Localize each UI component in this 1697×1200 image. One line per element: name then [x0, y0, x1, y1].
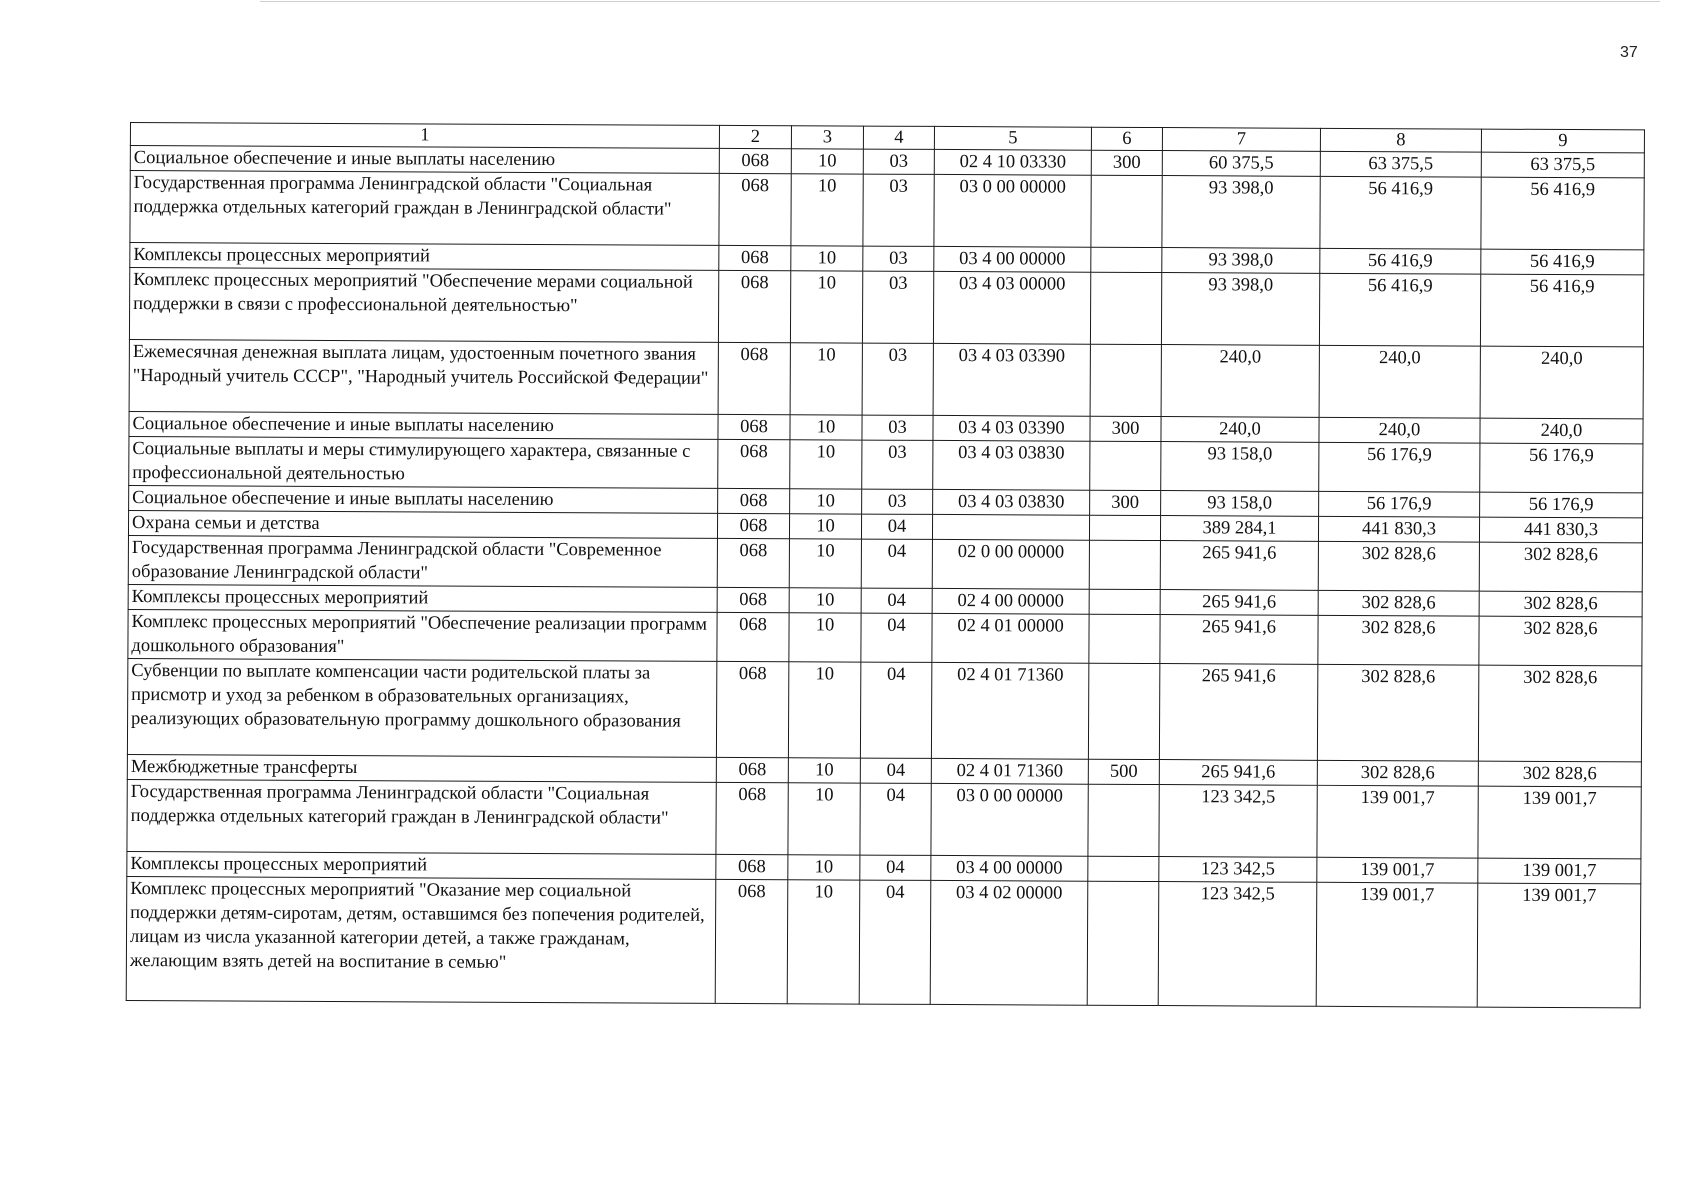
ministry-code-cell: 068: [718, 439, 790, 488]
ministry-code-cell: 068: [718, 488, 790, 513]
amount-col7-cell: 123 342,5: [1159, 857, 1317, 883]
section-code-cell: 10: [789, 588, 861, 613]
target-article-cell: 03 4 00 00000: [934, 246, 1091, 272]
section-code-cell: 10: [788, 855, 860, 880]
amount-col8-cell: 139 001,7: [1317, 785, 1478, 858]
header-cell: 4: [863, 126, 934, 149]
amount-col7-cell: 93 158,0: [1161, 491, 1319, 517]
table-row: [129, 436, 1643, 492]
target-article-cell: 03 4 03 03390: [933, 343, 1090, 416]
expense-type-cell: [1089, 540, 1160, 589]
section-code-cell: 10: [789, 539, 861, 588]
ministry-code-cell: 068: [716, 782, 788, 854]
ministry-code-cell: 068: [715, 879, 788, 1003]
amount-col9-cell: 302 828,6: [1479, 542, 1642, 592]
expense-type-cell: 300: [1091, 150, 1162, 175]
row-name-cell: Субвенции по выплате компенсации части родительской платы за присмотр и уход за ребенком в образовательных организациях, реализующих образовательную программу дошкольного образования: [127, 658, 716, 757]
amount-col8-cell: 63 375,5: [1320, 151, 1481, 177]
amount-col9-cell: 302 828,6: [1478, 665, 1641, 762]
ministry-code-cell: 068: [719, 148, 791, 173]
ministry-code-cell: 068: [718, 414, 790, 439]
ministry-code-cell: 068: [716, 757, 788, 782]
amount-col9-cell: 240,0: [1480, 346, 1643, 419]
expense-type-cell: [1088, 784, 1159, 856]
section-code-cell: 10: [791, 174, 863, 246]
section-code-cell: 10: [790, 271, 862, 343]
section-code-cell: 10: [788, 758, 860, 783]
section-code-cell: 10: [790, 489, 862, 514]
expense-type-cell: [1091, 247, 1162, 272]
amount-col9-cell: 56 416,9: [1480, 274, 1643, 347]
amount-col7-cell: 60 375,5: [1162, 151, 1320, 177]
amount-col8-cell: 302 828,6: [1317, 664, 1478, 761]
header-cell: 8: [1320, 128, 1481, 152]
section-code-cell: 10: [788, 662, 860, 758]
row-name-cell: Социальные выплаты и меры стимулирующего характера, связанные с профессиональной деятельностью: [129, 436, 718, 488]
row-name-cell: Государственная программа Ленинградской области "Современное образование Ленинградской области": [128, 535, 717, 587]
row-name-cell: Охрана семьи и детства: [128, 510, 717, 538]
table-row: [129, 268, 1643, 347]
target-article-cell: 03 4 03 03390: [933, 415, 1090, 441]
subsection-code-cell: 04: [860, 758, 931, 783]
target-article-cell: [932, 514, 1089, 540]
amount-col8-cell: 302 828,6: [1318, 615, 1479, 665]
table-row: [127, 658, 1641, 761]
header-cell: 5: [934, 126, 1091, 150]
subsection-code-cell: 03: [862, 343, 933, 415]
target-article-cell: 02 4 10 03330: [934, 149, 1091, 175]
subsection-code-cell: 03: [862, 440, 933, 489]
row-name-cell: Социальное обеспечение и иные выплаты населению: [129, 485, 718, 513]
subsection-code-cell: 04: [860, 662, 931, 758]
row-name-cell: Социальное обеспечение и иные выплаты населению: [129, 411, 718, 439]
amount-col8-cell: 139 001,7: [1317, 857, 1478, 883]
row-name-cell: Комплексы процессных мероприятий: [127, 851, 716, 879]
amount-col7-cell: 93 398,0: [1161, 273, 1319, 346]
amount-col9-cell: 56 176,9: [1480, 443, 1643, 493]
section-code-cell: 10: [790, 440, 862, 489]
ministry-code-cell: 068: [717, 612, 789, 661]
header-cell: 9: [1481, 129, 1644, 153]
ministry-code-cell: 068: [717, 538, 789, 587]
page-number: 37: [1620, 44, 1638, 61]
amount-col8-cell: 302 828,6: [1318, 541, 1479, 591]
expense-type-cell: [1087, 881, 1159, 1005]
target-article-cell: 03 0 00 00000: [934, 174, 1091, 247]
target-article-cell: 02 0 00 00000: [932, 539, 1089, 589]
target-article-cell: 02 4 00 00000: [932, 588, 1089, 614]
amount-col9-cell: 441 830,3: [1479, 517, 1642, 543]
subsection-code-cell: 03: [863, 174, 934, 246]
ministry-code-cell: 068: [718, 342, 790, 414]
header-cell: 3: [791, 126, 863, 149]
table-row: [128, 535, 1642, 591]
target-article-cell: 03 4 03 00000: [933, 271, 1090, 344]
row-name-cell: Государственная программа Ленинградской области "Социальная поддержка отдельных категорий граждан в Ленинградской области": [130, 171, 719, 246]
amount-col8-cell: 139 001,7: [1316, 882, 1478, 1007]
header-cell: 6: [1091, 127, 1162, 150]
subsection-code-cell: 04: [861, 514, 932, 539]
amount-col8-cell: 56 416,9: [1320, 176, 1481, 249]
row-name-cell: Ежемесячная денежная выплата лицам, удостоенным почетного звания "Народный учитель СССР", "Народный учитель Российской Федерации": [129, 339, 718, 414]
amount-col7-cell: 93 398,0: [1162, 248, 1320, 274]
amount-col7-cell: 265 941,6: [1160, 615, 1318, 665]
amount-col9-cell: 63 375,5: [1481, 152, 1644, 178]
amount-col9-cell: 240,0: [1480, 418, 1643, 444]
amount-col7-cell: 265 941,6: [1160, 541, 1318, 591]
row-name-cell: Социальное обеспечение и иные выплаты населению: [130, 146, 719, 174]
subsection-code-cell: 03: [862, 489, 933, 514]
expense-type-cell: [1090, 344, 1161, 416]
amount-col9-cell: 302 828,6: [1479, 616, 1642, 666]
table-row: [126, 876, 1641, 1007]
amount-col9-cell: 56 416,9: [1481, 249, 1644, 275]
amount-col8-cell: 302 828,6: [1317, 760, 1478, 786]
expense-type-cell: [1089, 614, 1160, 663]
target-article-cell: 03 4 03 03830: [933, 489, 1090, 515]
target-article-cell: 02 4 01 00000: [932, 613, 1089, 663]
ministry-code-cell: 068: [718, 270, 790, 342]
amount-col8-cell: 56 176,9: [1319, 442, 1480, 492]
row-name-cell: Комплекс процессных мероприятий "Обеспечение мерами социальной поддержки в связи с профессиональной деятельностью": [129, 268, 718, 343]
amount-col7-cell: 389 284,1: [1160, 516, 1318, 542]
ministry-code-cell: 068: [719, 173, 791, 245]
subsection-code-cell: 03: [862, 271, 933, 343]
amount-col8-cell: 302 828,6: [1318, 590, 1479, 616]
expense-type-cell: 300: [1090, 416, 1161, 441]
section-code-cell: 10: [789, 613, 861, 662]
subsection-code-cell: 03: [863, 149, 934, 174]
subsection-code-cell: 04: [861, 613, 932, 662]
amount-col7-cell: 93 158,0: [1161, 442, 1319, 492]
ministry-code-cell: 068: [716, 661, 788, 757]
amount-col8-cell: 240,0: [1319, 345, 1480, 418]
header-cell: 7: [1162, 128, 1320, 152]
amount-col7-cell: 265 941,6: [1159, 664, 1317, 761]
amount-col7-cell: 240,0: [1161, 345, 1319, 418]
row-name-cell: Комплексы процессных мероприятий: [130, 243, 719, 271]
row-name-cell: Комплексы процессных мероприятий: [128, 584, 717, 612]
amount-col7-cell: 265 941,6: [1159, 760, 1317, 786]
amount-col9-cell: 139 001,7: [1478, 858, 1641, 884]
expense-type-cell: [1090, 441, 1161, 490]
amount-col8-cell: 240,0: [1319, 417, 1480, 443]
target-article-cell: 02 4 01 71360: [931, 662, 1088, 759]
amount-col7-cell: 240,0: [1161, 417, 1319, 443]
table-row: [130, 171, 1644, 250]
header-cell: 2: [719, 125, 791, 148]
amount-col7-cell: 265 941,6: [1160, 590, 1318, 616]
target-article-cell: 03 4 02 00000: [930, 880, 1088, 1005]
row-name-cell: Межбюджетные трансферты: [127, 754, 716, 782]
budget-table: [126, 122, 1645, 1008]
ministry-code-cell: 068: [717, 513, 789, 538]
expense-type-cell: 300: [1090, 490, 1161, 515]
section-code-cell: 10: [790, 343, 862, 415]
subsection-code-cell: 03: [863, 246, 934, 271]
section-code-cell: 10: [788, 783, 860, 855]
table-row: [129, 339, 1643, 418]
table-row: [127, 779, 1641, 858]
expense-type-cell: [1088, 663, 1159, 759]
header-cell: 1: [130, 123, 719, 149]
amount-col8-cell: 441 830,3: [1318, 516, 1479, 542]
ministry-code-cell: 068: [717, 587, 789, 612]
amount-col9-cell: 56 416,9: [1481, 177, 1644, 250]
expense-type-cell: [1091, 175, 1162, 247]
ministry-code-cell: 068: [716, 854, 788, 879]
section-code-cell: 10: [791, 246, 863, 271]
section-code-cell: 10: [787, 880, 860, 1004]
scan-edge-line: [260, 1, 1660, 2]
amount-col7-cell: 123 342,5: [1158, 882, 1317, 1007]
expense-type-cell: [1090, 272, 1161, 344]
row-name-cell: Комплекс процессных мероприятий "Обеспечение реализации программ дошкольного образования": [128, 609, 717, 661]
expense-type-cell: [1089, 515, 1160, 540]
table-row: [128, 609, 1642, 665]
amount-col7-cell: 123 342,5: [1159, 785, 1317, 858]
ministry-code-cell: 068: [719, 245, 791, 270]
amount-col9-cell: 302 828,6: [1479, 591, 1642, 617]
target-article-cell: 03 4 00 00000: [931, 855, 1088, 881]
amount-col8-cell: 56 416,9: [1320, 248, 1481, 274]
subsection-code-cell: 04: [860, 855, 931, 880]
section-code-cell: 10: [791, 149, 863, 174]
expense-type-cell: [1089, 589, 1160, 614]
target-article-cell: 03 4 03 03830: [933, 440, 1090, 490]
subsection-code-cell: 04: [861, 539, 932, 588]
row-name-cell: Государственная программа Ленинградской области "Социальная поддержка отдельных категорий граждан в Ленинградской области": [127, 779, 716, 854]
amount-col9-cell: 56 176,9: [1480, 492, 1643, 518]
subsection-code-cell: 03: [862, 415, 933, 440]
section-code-cell: 10: [789, 514, 861, 539]
amount-col9-cell: 139 001,7: [1478, 786, 1641, 859]
expense-type-cell: 500: [1088, 759, 1159, 784]
amount-col8-cell: 56 416,9: [1319, 273, 1480, 346]
row-name-cell: Комплекс процессных мероприятий "Оказание мер социальной поддержки детям-сиротам, детям, оставшимся без попечения родителей, лицам из числа указанной категории детей, а также гражданам, желающим взять детей на воспитание в семью": [126, 876, 716, 1003]
target-article-cell: 02 4 01 71360: [931, 758, 1088, 784]
section-code-cell: 10: [790, 415, 862, 440]
amount-col8-cell: 56 176,9: [1319, 491, 1480, 517]
subsection-code-cell: 04: [861, 588, 932, 613]
amount-col9-cell: 302 828,6: [1478, 761, 1641, 787]
target-article-cell: 03 0 00 00000: [931, 783, 1088, 856]
subsection-code-cell: 04: [859, 880, 931, 1004]
subsection-code-cell: 04: [860, 783, 931, 855]
amount-col7-cell: 93 398,0: [1162, 176, 1320, 249]
expense-type-cell: [1088, 856, 1159, 881]
amount-col9-cell: 139 001,7: [1477, 883, 1641, 1008]
